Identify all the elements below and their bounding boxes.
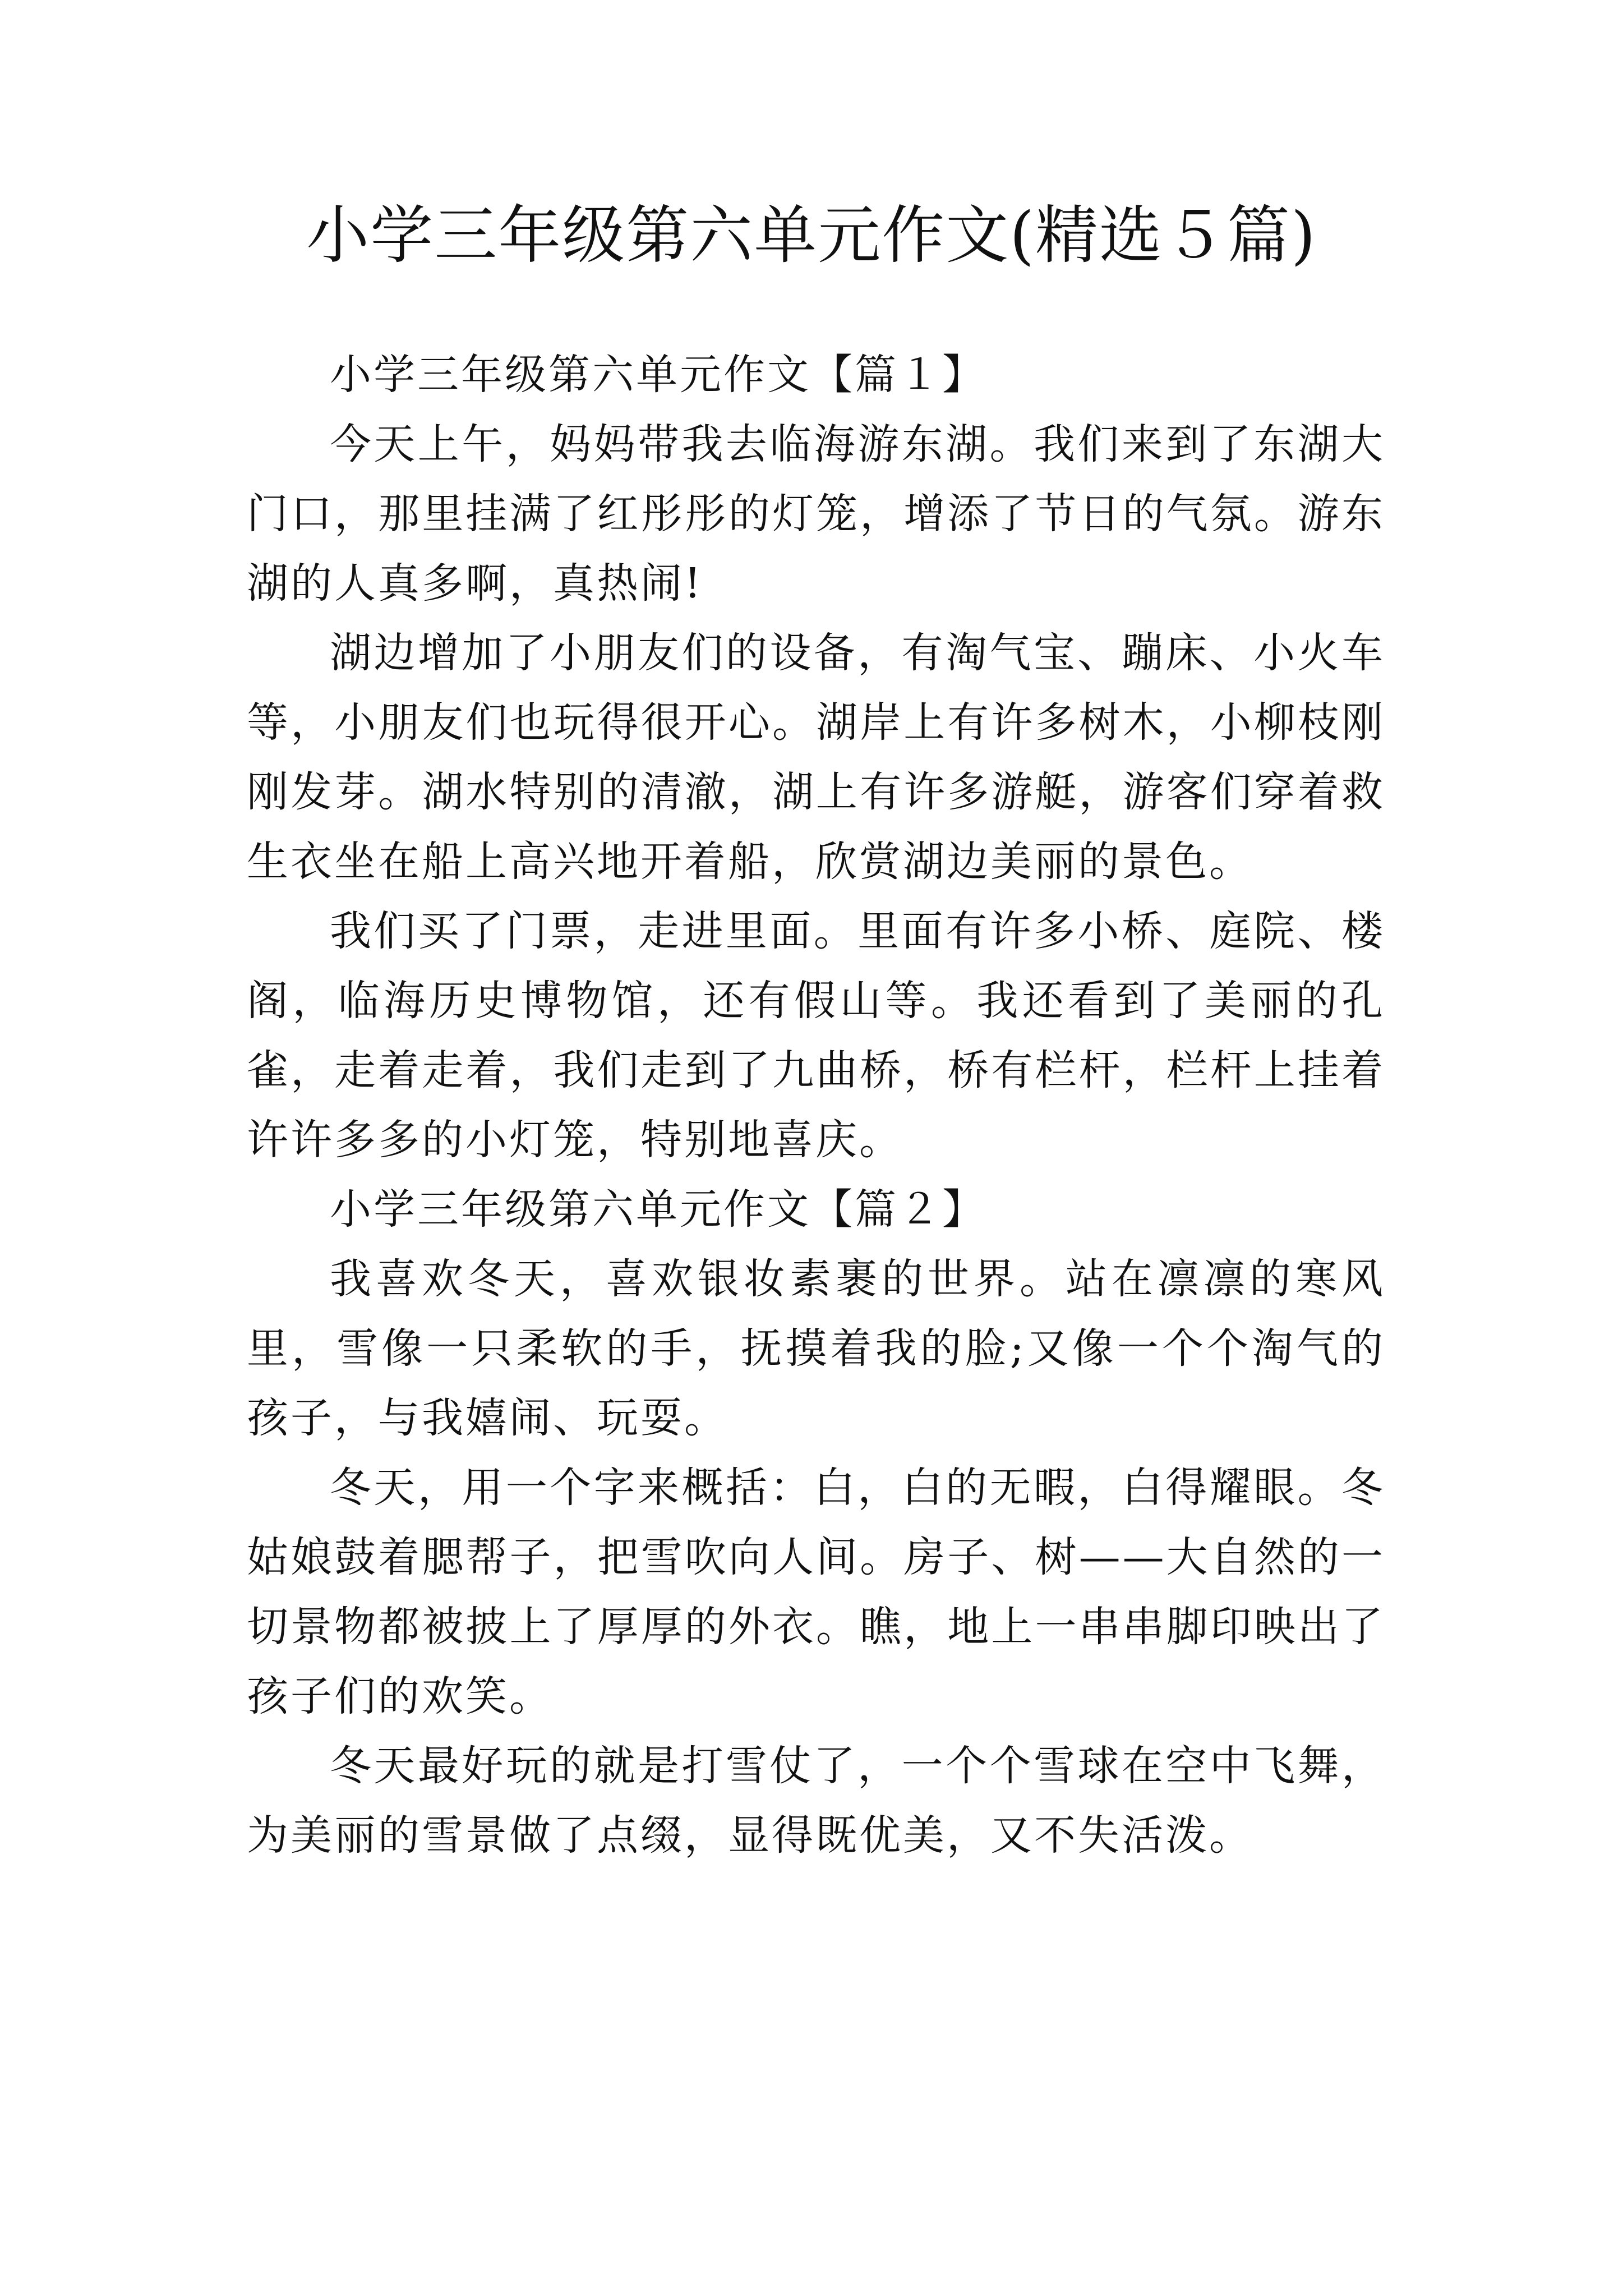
document-title: 小学三年级第六单元作文(精选５篇) bbox=[306, 199, 1317, 272]
paragraph: 冬天最好玩的就是打雪仗了，一个个雪球在空中飞舞，为美丽的雪景做了点缀，显得既优美，又不失活泼。 bbox=[247, 1742, 1385, 1860]
paragraph: 冬天，用一个字来概括：白，白的无暇，白得耀眼。冬姑娘鼓着腮帮子，把雪吹向人间。房子、树——大自然的一切景物都被披上了厚厚的外衣。瞧，地上一串串脚印映出了孩子们的欢笑。 bbox=[247, 1464, 1385, 1720]
section-heading: 小学三年级第六单元作文【篇１】 bbox=[330, 351, 986, 399]
section-heading: 小学三年级第六单元作文【篇２】 bbox=[330, 1185, 986, 1234]
paragraph: 我们买了门票，走进里面。里面有许多小桥、庭院、楼阁，临海历史博物馆，还有假山等。我还看到了美丽的孔雀，走着走着，我们走到了九曲桥，桥有栏杆，栏杆上挂着许许多多的小灯笼，特别地喜庆。 bbox=[247, 907, 1385, 1164]
paragraph: 我喜欢冬天，喜欢银妆素裹的世界。站在凛凛的寒风里，雪像一只柔软的手，抚摸着我的脸;又像一个个淘气的孩子，与我嬉闹、玩耍。 bbox=[247, 1255, 1385, 1442]
paragraph: 湖边增加了小朋友们的设备，有淘气宝、蹦床、小火车等，小朋友们也玩得很开心。湖岸上有许多树木，小柳枝刚刚发芽。湖水特别的清澈，湖上有许多游艇，游客们穿着救生衣坐在船上高兴地开着船，欣赏湖边美丽的景色。 bbox=[247, 629, 1385, 886]
document-body bbox=[247, 340, 1385, 1870]
paragraph: 今天上午，妈妈带我去临海游东湖。我们来到了东湖大门口，那里挂满了红彤彤的灯笼，增添了节日的气氛。游东湖的人真多啊，真热闹! bbox=[247, 420, 1385, 608]
